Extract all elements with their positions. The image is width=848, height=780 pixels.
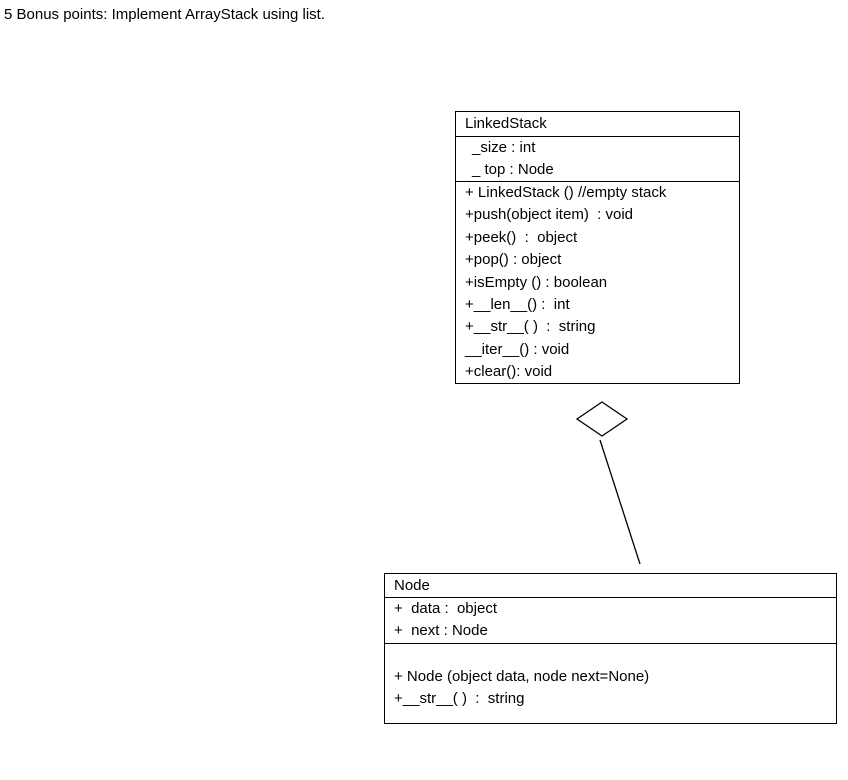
linkedstack-method: + LinkedStack () //empty stack [465, 184, 667, 201]
page-heading: 5 Bonus points: Implement ArrayStack using list. [4, 6, 325, 23]
linkedstack-method: +peek() : object [465, 228, 578, 246]
node-name-section [385, 574, 836, 598]
linkedstack-method: __iter__() : void [465, 340, 570, 358]
linkedstack-method: +pop() : object [465, 251, 562, 269]
node-class-box [384, 573, 837, 724]
node-methods-section [385, 644, 836, 711]
linkedstack-method: +clear(): void [465, 363, 553, 381]
linkedstack-method: +isEmpty () : boolean [465, 273, 608, 291]
linkedstack-attribute: _size : int [472, 139, 536, 156]
linkedstack-method: +push(object item) : void [465, 206, 633, 224]
aggregation-line [600, 440, 640, 564]
node-class-name: Node [394, 577, 430, 594]
node-method: + Node (object data, node next=None) [394, 668, 650, 685]
node-attribute: + data : object [394, 600, 497, 617]
node-attributes-section [385, 598, 836, 644]
node-attribute: + next : Node [394, 622, 488, 640]
linkedstack-method: +__str__( ) : string [465, 318, 596, 336]
linkedstack-class-name: LinkedStack [465, 115, 547, 132]
linkedstack-method: +__len__() : int [465, 295, 570, 313]
aggregation-diamond-icon [577, 402, 627, 436]
linkedstack-attribute: _ top : Node [472, 161, 554, 179]
node-method: +__str__( ) : string [394, 690, 525, 708]
